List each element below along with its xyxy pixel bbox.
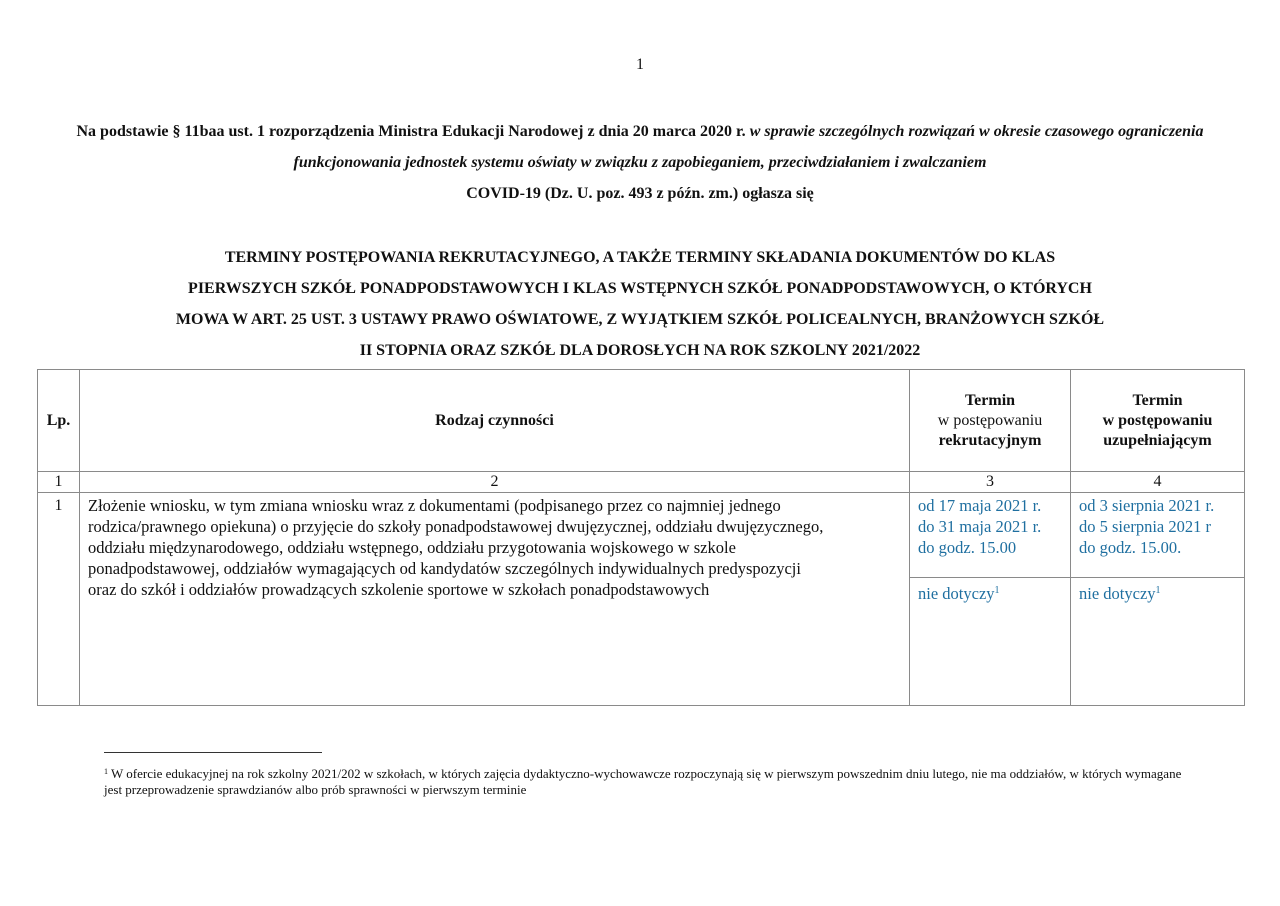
supplementary-dates: od 3 sierpnia 2021 r. do 5 sierpnia 2021 r do godz. 15.00. [1071,493,1245,578]
schedule-table [37,369,1245,706]
preamble [60,116,1220,209]
header-term-supplementary: Termin w postępowaniu uzupełniającym [1071,370,1245,472]
header-lp: Lp. [38,370,80,472]
table-row [38,493,1245,578]
column-number: 3 [910,472,1071,493]
column-number-row [38,472,1245,493]
footnote-text: W ofercie edukacyjnej na rok szkolny 2021/202 w szkołach, w których zajęcia dydaktyczno-wychowawcze rozpoczynają się w pierwszym powszednim dniu lutego, nie ma oddziałów, w których wymagane jest przeprowadzenie sprawdzianów albo prób sprawności w pierwszym terminie [104,766,1182,797]
header-term-recruitment: Termin w postępowaniu rekrutacyjnym [910,370,1071,472]
recruitment-dates: od 17 maja 2021 r. do 31 maja 2021 r. do godz. 15.00 [910,493,1071,578]
document-heading [60,242,1220,366]
heading-line: PIERWSZYCH SZKÓŁ PONADPODSTAWOWYCH I KLAS WSTĘPNYCH SZKÓŁ PONADPODSTAWOWYCH, O KTÓRYCH [188,280,1092,297]
footnote-ref[interactable]: 1 [994,585,1000,596]
heading-line: MOWA W ART. 25 UST. 3 USTAWY PRAWO OŚWIATOWE, Z WYJĄTKIEM SZKÓŁ POLICEALNYCH, BRANŻOWYCH SZKÓŁ [175,311,1105,328]
footnote-number: 1 [104,767,108,776]
header-row [38,370,1245,472]
page-number: 1 [636,56,644,73]
footnote [104,764,1184,798]
heading-line: II STOPNIA ORAZ SZKÓŁ DLA DOROSŁYCH NA ROK SZKOLNY 2021/2022 [359,342,921,359]
header-activity: Rodzaj czynności [80,370,910,472]
footnote-separator [104,752,322,753]
column-number: 2 [80,472,910,493]
preamble-legal-basis: Na podstawie § 11baa ust. 1 rozporządzenia Ministra Edukacji Narodowej z dnia 20 marca 2020 r. [76,123,746,140]
column-number: 1 [38,472,80,493]
recruitment-note: nie dotyczy$^1$ [910,578,1071,706]
column-number: 4 [1071,472,1245,493]
footnote-ref[interactable]: 1 [1155,585,1161,596]
row-lp: 1 [38,493,80,706]
preamble-announcement: COVID-19 (Dz. U. poz. 493 z późn. zm.) ogłasza się [466,185,814,202]
preamble-regulation-title: w sprawie szczególnych rozwiązań w okresie czasowego ograniczenia funkcjonowania jednostek systemu oświaty w związku z zapobieganiem, przeciwdziałaniem i zwalczaniem [293,123,1204,171]
row-activity: Złożenie wniosku, w tym zmiana wniosku wraz z dokumentami (podpisanego przez co najmniej jednego rodzica/prawnego opiekuna) o przyjęcie do szkoły ponadpodstawowej dwujęzycznej, oddziału dwujęzycznego, oddziału międzynarodowego, oddziału wstępnego, oddziału przygotowania wojskowego w szkole ponadpodstawowej, oddziałów wymagających od kandydatów szczególnych indywidualnych predyspozycji oraz do szkół i oddziałów prowadzących szkolenie sportowe w szkołach ponadpodstawowych [80,493,910,706]
heading-line: TERMINY POSTĘPOWANIA REKRUTACYJNEGO, A TAKŻE TERMINY SKŁADANIA DOKUMENTÓW DO KLAS [224,249,1056,266]
supplementary-note: nie dotyczy$^1$ [1071,578,1245,706]
